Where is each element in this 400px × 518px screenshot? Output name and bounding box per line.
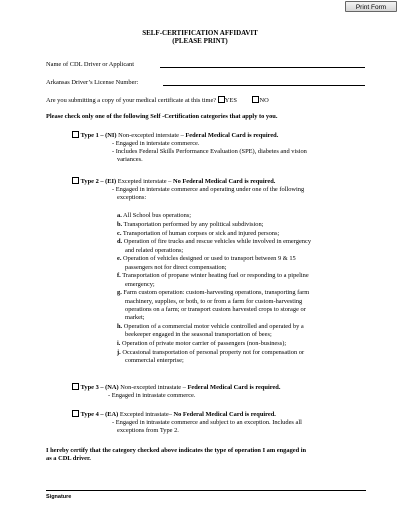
instruction: Please check only one of the following Self -Certification categories that apply to you. [46,113,278,120]
exception-key: g. [117,289,122,297]
type2-exception-line [117,255,392,263]
type4-bullet1b: exceptions from Type 2. [117,427,179,435]
exception-text: passengers not for direct compensation; [125,263,227,271]
exception-key: d. [117,238,123,246]
exception-text: Operation of private motor carrier of passengers (non-business); [121,339,287,347]
type3-head: Type 3 – (NA) [80,384,119,391]
type2-exception-line [117,221,392,229]
type1-line [72,131,278,140]
type4-line [72,410,276,419]
type1-req: Federal Medical Card is required. [185,132,279,139]
exception-text: Transportation of propane winter heating fuel or responding to a pipeline [122,272,309,280]
type4-req: No Federal Medical Card is required. [173,411,276,418]
exception-text: and related operations; [125,246,184,254]
type2-details [112,186,392,202]
type3-req: Federal Medical Card is required. [187,384,281,391]
exception-key: b. [117,220,123,228]
type1-head: Type 1 – (NI) [80,132,117,139]
certification-line2: as a CDL driver. [46,455,91,463]
type2-exception-line [117,331,392,339]
exception-text: Farm custom operation: custom-harvesting operations, transporting farm [123,289,310,297]
signature-line[interactable] [46,490,366,491]
license-number-label: Arkansas Driver’s License Number: [46,79,139,86]
no-label: NO [259,97,269,104]
exception-key: c. [117,229,122,237]
exception-text: machinery, supplies, or both, to or from a farm for custom-harvesting [125,297,303,305]
exception-text: operations on a farm; or transport custom harvested crops to storage or [125,305,306,313]
medical-question [46,96,269,105]
type2-exception-line [117,314,392,322]
type2-exception-line [117,264,392,272]
type3-desc: Non-excepted intrastate – [118,384,188,391]
type1-bullet2b: variances. [117,156,143,164]
type3-bullet1: - Engaged in intrastate commerce. [108,392,196,399]
exception-key: h. [117,322,123,330]
exception-key: i. [117,339,121,347]
type1-desc: Non-excepted interstate – [116,132,186,139]
exception-text: All School bus operations; [123,212,192,219]
exception-text: Operation of a commercial motor vehicle controlled and operated by a [123,322,304,330]
type2-exception-line [117,230,392,238]
medical-question-text: Are you submitting a copy of your medical certificate at this time? [46,97,217,104]
type2-desc: Excepted interstate – [116,178,173,185]
type4-details [112,419,392,435]
type2-exceptions-list [117,212,392,365]
type1-bullet1: - Engaged in interstate commerce. [112,140,200,147]
type2-exception-line [117,306,392,314]
type4-head: Type 4 – (EA) [80,411,119,418]
type2-exception-line [117,238,392,246]
type2-exception-line [117,357,392,365]
exception-key: a. [117,212,122,219]
type1-bullet2: - Includes Federal Skills Performance Evaluation (SPE), diabetes and vision [112,148,307,156]
type2-req: No Federal Medical Card is required. [172,178,276,185]
type2-exception-line [117,212,392,220]
type2-bullet1: - Engaged in interstate commerce and operating under one of the following [112,186,305,193]
exception-text: Transportation performed by any political subdivision; [123,220,264,228]
type2-exception-line [117,247,392,255]
yes-checkbox[interactable] [218,96,225,103]
driver-name-label: Name of CDL Driver or Applicant [46,61,134,68]
exception-text: Operation of fire trucks and rescue vehicles while involved in emergency [123,238,312,246]
type3-line [72,383,280,392]
driver-name-field[interactable] [160,67,365,68]
type4-desc: Excepted intrastate– [118,411,174,418]
yes-label: YES [224,97,237,104]
type2-exception-line [117,349,392,357]
type2-exception-line [117,323,392,331]
exception-text: Occasional transportation of personal property not for compensation or [122,348,305,356]
type4-bullet1: - Engaged in intrastate commerce and subject to an exception. Includes all [112,419,302,426]
type2-exception-line [117,298,392,306]
signature-label: Signature [46,494,72,500]
license-number-field[interactable] [163,85,365,86]
certification-statement [46,447,386,463]
type2-bullet1b: exceptions: [117,194,147,202]
type2-exception-line [117,340,392,348]
type2-head: Type 2 – (EI) [80,178,117,185]
type2-line [72,177,275,186]
exception-key: f. [117,272,121,280]
exception-key: j. [117,348,121,356]
exception-text: beekeeper engaged in the seasonal transportation of bees; [125,331,272,338]
type3-checkbox[interactable] [72,383,79,390]
type2-checkbox[interactable] [72,177,79,184]
type2-exception-line [117,272,392,280]
type2-exception-line [117,289,392,297]
exception-text: emergency; [125,280,155,288]
certification-line1: I hereby certify that the category checked above indicates the type of operation I am engaged in [46,447,307,454]
print-form-button[interactable]: Print Form [345,1,397,12]
exception-text: Operation of vehicles designed or used to transport between 9 & 15 [123,255,296,263]
exception-text: Transportation of human corpses or sick and injured persons; [122,229,280,237]
type4-checkbox[interactable] [72,410,79,417]
form-subtitle: (PLEASE PRINT) [172,37,228,45]
exception-text: commercial enterprise; [125,356,184,364]
type1-checkbox[interactable] [72,131,79,138]
exception-key: e. [117,255,122,263]
type1-details [112,140,392,165]
exception-text: market; [125,314,145,321]
form-title: SELF-CERTIFICATION AFFIDAVIT [142,29,258,37]
type2-exception-line [117,281,392,289]
